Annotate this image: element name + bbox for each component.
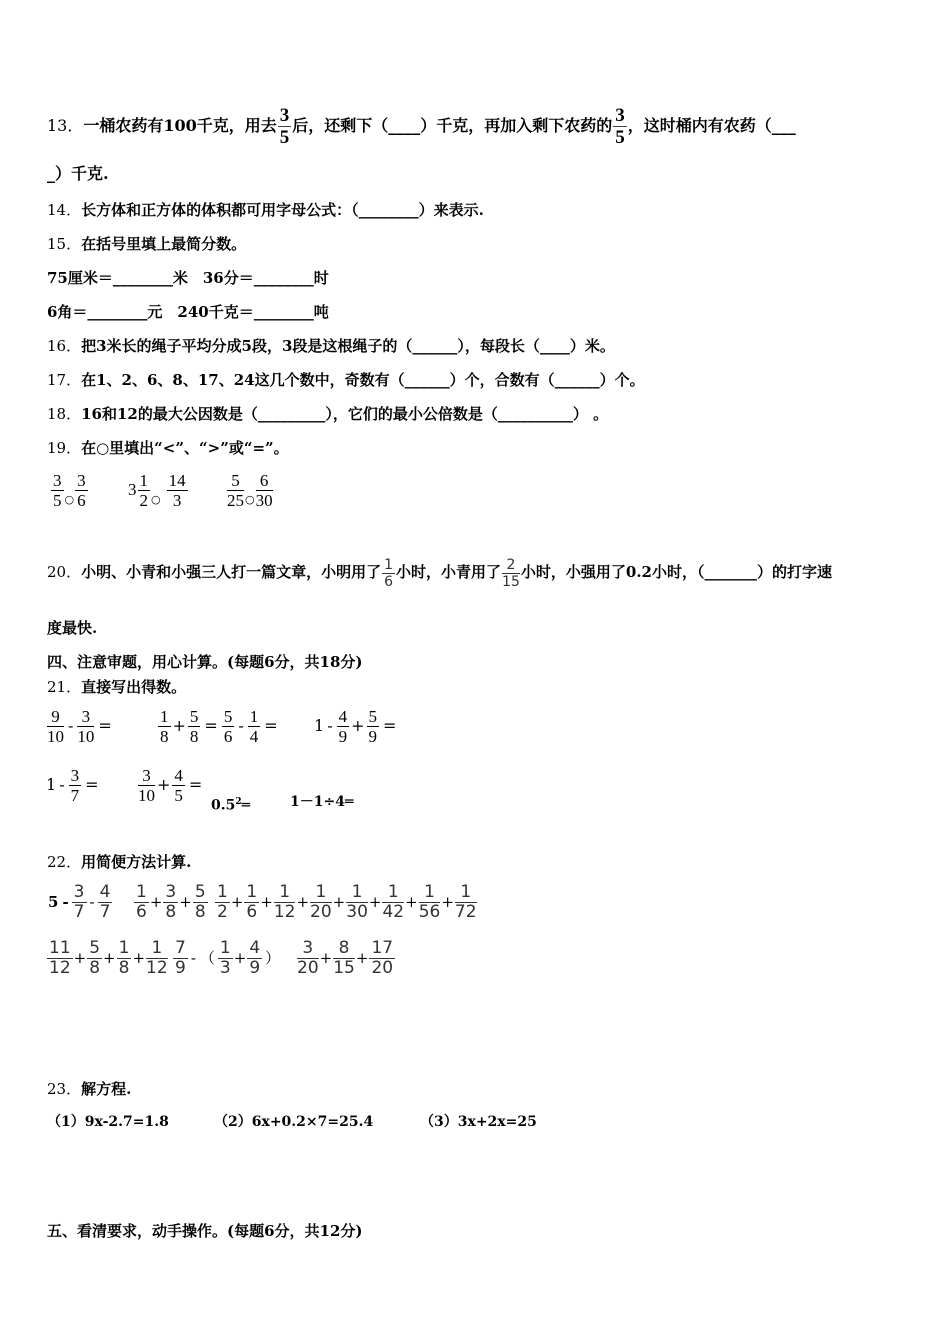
q19-compare-2: 3 $\frac{1}{2}$ $_○$ $\frac{14}{3}$ [128, 471, 186, 510]
q-number: 22． [47, 853, 82, 871]
q15 [47, 234, 246, 254]
section-4-heading: 四、注意审题，用心计算。(每题6分，共18分) [47, 653, 363, 671]
q-number: 13． [47, 116, 84, 135]
q13-line2: _）千克. [47, 164, 109, 183]
q20-text-b: 小时，小青用了 [396, 563, 502, 581]
q16 [47, 336, 615, 356]
q20-text-c: 小时，小强用了0.2小时，（_______）的打字速 [520, 563, 832, 581]
compare-circle[interactable]: ○ [64, 493, 75, 506]
q21-expr-2: $\frac{1}{8}$ + $\frac{5}{8}$ = $\frac{5}{6}$ - $\frac{1}{4}$ = [160, 707, 278, 746]
q22-expr-2: $\frac{1}{6}$ + $\frac{3}{8}$ + $\frac{5}{8}$ [136, 882, 206, 922]
q21-expr-6: $0.5^2═$ [211, 797, 251, 814]
q-number: 21． [47, 678, 82, 696]
q-number: 16． [47, 337, 82, 355]
q20-fraction-1: $\frac{1}{6}$ [384, 556, 394, 590]
q-number: 14． [47, 201, 82, 219]
q-number: 19． [47, 439, 82, 457]
q22-expr-3: $\frac{1}{2}$ + $\frac{1}{6}$ + $\frac{1}{12}$ + $\frac{1}{20}$ + $\frac{1}{30}$ + $\frac{1}{42}$ + $\frac{1}{56}$ + $\frac{1}{72}$ [217, 882, 477, 922]
q23-equation-3: （3）3x+2x=25 [420, 1114, 537, 1130]
q18 [47, 404, 608, 424]
q19 [47, 438, 289, 458]
q21-expr-5: $\frac{3}{10}$ + $\frac{4}{5}$ = [138, 766, 203, 805]
q23-equation-2: （2）6x+0.2×7=25.4 [214, 1114, 374, 1130]
q14 [47, 200, 484, 220]
compare-circle[interactable]: ○ [151, 493, 161, 506]
q23-equation-1: （1）9x-2.7=1.8 [47, 1114, 169, 1130]
q21 [47, 677, 186, 697]
q18-text: 16和12的最大公因数是（_________），它们的最小公倍数是（__________） 。 [81, 405, 609, 423]
q21-expr-3: 1 - $\frac{4}{9}$ + $\frac{5}{9}$ = [314, 707, 397, 746]
q-number: 17． [47, 371, 82, 389]
q22-expr-1: 5 - $\frac{3}{7}$ - $\frac{4}{7}$ [48, 882, 111, 922]
q13-fraction-1: $\frac{3}{5}$ [279, 105, 290, 148]
q17-text: 在1、2、6、8、17、24这几个数中，奇数有（______）个，合数有（______）个。 [81, 371, 645, 389]
q15-text: 在括号里填上最简分数。 [81, 235, 247, 253]
q13-fraction-2: $\frac{3}{5}$ [615, 105, 625, 148]
q13-line1 [47, 104, 796, 148]
q22-text: 用简便方法计算. [81, 853, 192, 871]
q15-row1: 75厘米＝________米 36分＝________时 [47, 269, 329, 287]
q21-text: 直接写出得数。 [81, 678, 187, 696]
q17 [47, 370, 645, 390]
q19-compare-3: $\frac{5}{25}$ $_○$ $\frac{6}{30}$ [227, 471, 273, 510]
q-number: 20． [47, 563, 82, 581]
q20-text-a: 小明、小青和小强三人打一篇文章，小明用了 [81, 563, 382, 581]
q21-expr-1: $\frac{9}{10}$ - $\frac{3}{10}$ = [47, 707, 112, 746]
q16-text: 把3米长的绳子平均分成5段，3段是这根绳子的（______），每段长（____）米。 [81, 337, 615, 355]
q14-text: 长方体和正方体的体积都可用字母公式：（________）来表示. [81, 201, 484, 219]
q-number: 23． [47, 1080, 82, 1098]
q20-line2: 度最快. [47, 619, 98, 637]
q-number: 18． [47, 405, 82, 423]
q21-expr-7: 1－1÷4═ [290, 794, 354, 810]
q20-line1 [47, 550, 832, 594]
q22-expr-5: $\frac{7}{9}$ - （ $\frac{1}{3}$ + $\frac{4}{9}$ ） [175, 938, 281, 978]
q13-text-b: 后，还剩下（____）千克，再加入剩下农药的 [292, 116, 613, 135]
q19-compare-1: $\frac{3}{5}$ $_○$ $\frac{3}{6}$ [53, 471, 86, 510]
q21-expr-4: 1 - $\frac{3}{7}$ = [46, 766, 99, 805]
q13-text-c: ，这时桶内有农药（___ [627, 116, 796, 135]
q22-expr-4: $\frac{11}{12}$ + $\frac{5}{8}$ + $\frac{1}{8}$ + $\frac{1}{12}$ [49, 938, 168, 978]
q23-text: 解方程. [81, 1080, 132, 1098]
q15-row2: 6角＝________元 240千克＝________吨 [47, 303, 329, 321]
q20-fraction-2: $\frac{2}{15}$ [502, 556, 520, 590]
q19-text: 在○里填出“<”、“>”或“=”。 [81, 439, 289, 457]
q-number: 15． [47, 235, 82, 253]
q23 [47, 1079, 131, 1099]
q13-text-a: 一桶农药有100千克，用去 [83, 116, 277, 135]
q22-expr-6: $\frac{3}{20}$ + $\frac{8}{15}$ + $\frac{17}{20}$ [297, 938, 394, 978]
compare-circle[interactable]: ○ [245, 493, 255, 506]
q22 [47, 852, 191, 872]
section-5-heading: 五、看清要求，动手操作。(每题6分，共12分) [47, 1222, 363, 1240]
